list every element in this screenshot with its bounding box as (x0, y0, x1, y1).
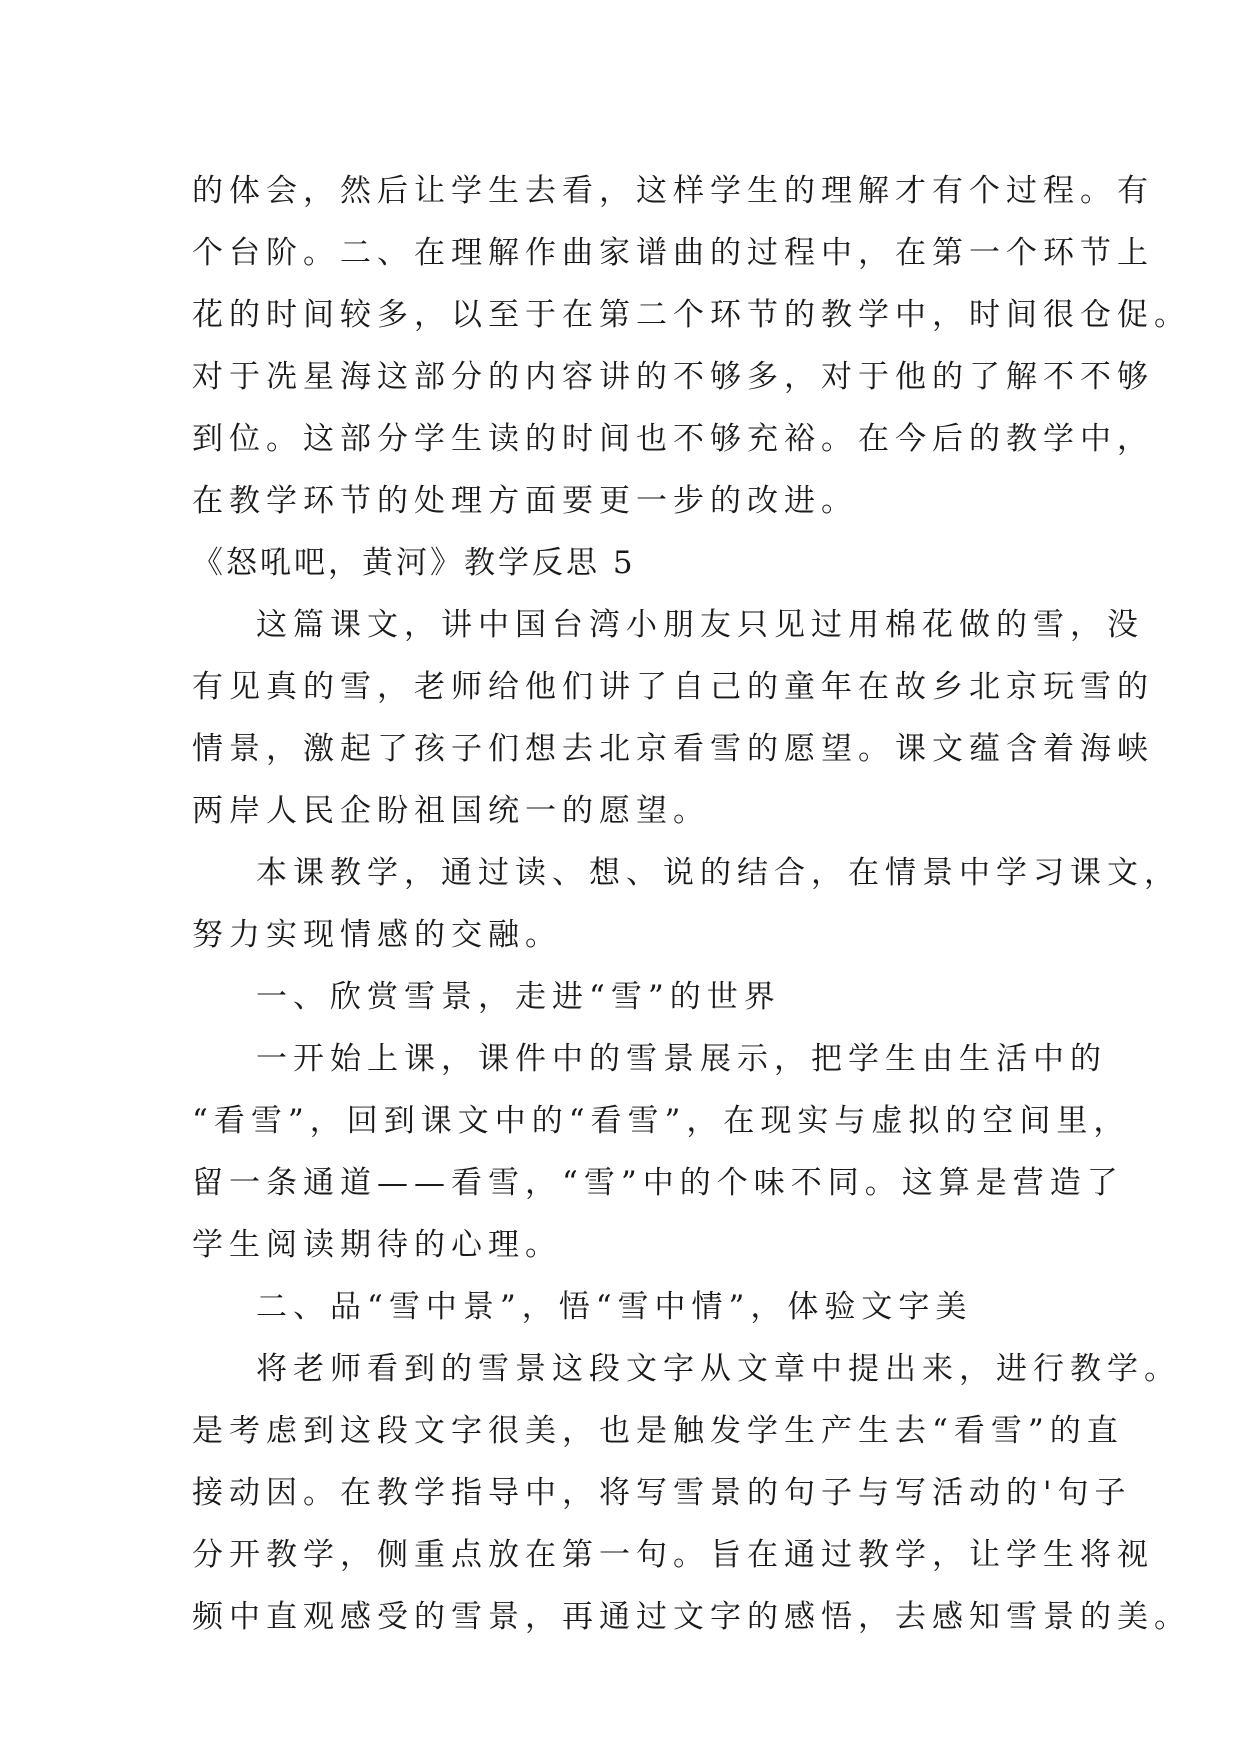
paragraph-line: “看雪”，回到课文中的“看雪”，在现实与虚拟的空间里， (192, 1103, 1131, 1139)
paragraph-line: 的体会，然后让学生去看，这样学生的理解才有个过程。有 (192, 173, 1154, 209)
paragraph-line: 接动因。在教学指导中，将写雪景的句子与写活动的'句子 (192, 1475, 1132, 1511)
paragraph-line: 学生阅读期待的心理。 (192, 1227, 562, 1263)
subheading-line: 二、品“雪中景”，悟“雪中情”，体验文字美 (256, 1289, 973, 1325)
subheading-line: 一、欣赏雪景，走进“雪”的世界 (256, 979, 781, 1015)
paragraph-line: 留一条通道——看雪，“雪”中的个味不同。这算是营造了 (192, 1165, 1124, 1201)
paragraph-line: 这篇课文，讲中国台湾小朋友只见过用棉花做的雪，没 (256, 607, 1144, 643)
paragraph-line: 花的时间较多，以至于在第二个环节的教学中，时间很仓促。 (192, 297, 1191, 333)
paragraph-line: 本课教学，通过读、想、说的结合，在情景中学习课文， (256, 855, 1181, 891)
document-page (192, 160, 1191, 1648)
paragraph-line: 是考虑到这段文字很美，也是触发学生产生去“看雪”的直 (192, 1413, 1124, 1449)
paragraph-line: 情景，激起了孩子们想去北京看雪的愿望。课文蕴含着海峡 (192, 731, 1154, 767)
paragraph-line: 一开始上课，课件中的雪景展示，把学生由生活中的 (256, 1041, 1107, 1077)
paragraph-line: 对于冼星海这部分的内容讲的不够多，对于他的了解不不够 (192, 359, 1154, 395)
section-title: 《怒吼吧，黄河》教学反思 5 (192, 545, 636, 581)
paragraph-line: 个台阶。二、在理解作曲家谱曲的过程中，在第一个环节上 (192, 235, 1154, 271)
paragraph-line: 在教学环节的处理方面要更一步的改进。 (192, 483, 858, 519)
paragraph-line: 两岸人民企盼祖国统一的愿望。 (192, 793, 710, 829)
paragraph-line: 频中直观感受的雪景，再通过文字的感悟，去感知雪景的美。 (192, 1599, 1191, 1635)
paragraph-line: 分开教学，侧重点放在第一句。旨在通过教学，让学生将视 (192, 1537, 1154, 1573)
paragraph-line: 将老师看到的雪景这段文字从文章中提出来，进行教学。 (256, 1351, 1181, 1387)
paragraph-line: 到位。这部分学生读的时间也不够充裕。在今后的教学中， (192, 421, 1154, 457)
paragraph-line: 有见真的雪，老师给他们讲了自己的童年在故乡北京玩雪的 (192, 669, 1154, 705)
paragraph-line: 努力实现情感的交融。 (192, 917, 562, 953)
